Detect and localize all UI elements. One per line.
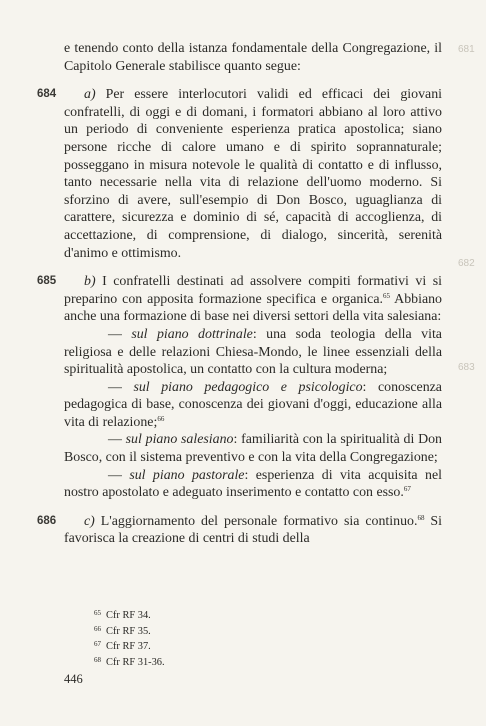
footnote-text: Cfr RF 31-36.: [106, 657, 165, 669]
item-letter: c): [84, 513, 95, 529]
list-item: — sul piano dottrinale: una soda teologia della vita religiosa e delle relazioni Chiesa-Mondo, le linee essenziali della spiritualità apostolica, un contatto con la cultura moderna;: [64, 326, 442, 378]
list-item-text: : familiarità con la spiritualità di Don Bosco, con il sistema preventivo e con la vita della Congregazione;: [64, 432, 442, 466]
bleed-through-number: 683: [458, 362, 475, 373]
footnote-text: Cfr RF 34.: [106, 610, 151, 621]
footnotes: [94, 607, 165, 670]
footnote-mark: 65: [94, 609, 101, 617]
paragraph-number: 685: [37, 275, 57, 288]
page-number: 446: [64, 672, 83, 686]
paragraph-684: [37, 86, 442, 262]
list-item-label: sul piano dottrinale: [131, 326, 253, 342]
footnote-text: Cfr RF 37.: [106, 641, 151, 653]
footnote-text: Cfr RF 35.: [106, 625, 151, 637]
footnote: [94, 654, 165, 670]
list-item: — sul piano salesiano: familiarità con la spiritualità di Don Bosco, con il sistema preventivo e con la vita della Congregazione;: [64, 432, 442, 466]
paragraph-686: [37, 513, 442, 548]
item-letter: a): [84, 87, 96, 103]
list-item-text: : una soda teologia della vita religiosa e delle relazioni Chiesa-Mondo, le linee essenziali della spiritualità apostolica, un contatto con la cultura moderna;: [64, 326, 442, 378]
paragraph-text: Per essere interlocutori validi ed efficaci dei giovani confratelli, di oggi e di domani, i formatori abbiano al loro attivo un periodo di conveniente esperienza pratica apostolica; siano persone ricche di calore umano e di spirito soprannaturale; posseggano in misura notevole le qualità di contatto e di influsso, tanto necessarie nella vita di relazione dell'uomo moderno. Si sforzino di avere, sull'esempio di Don Bosco, uguaglianza di carattere, sicurezza e dominio di sé, capacità di accoglienza, di accettazione, di comprensione, di dialogo, sincerità, serenità d'animo e ottimismo.: [64, 87, 442, 261]
list-item-label: sul piano salesiano: [125, 432, 234, 448]
footnote-mark: 66: [94, 624, 101, 633]
footnote: [94, 607, 165, 623]
list-item-label: sul piano pedagogico e psicologico: [133, 379, 363, 395]
item-letter: b): [84, 274, 96, 290]
footnote-ref: 65: [383, 291, 390, 300]
list-item-text: : esperienza di vita acquisita nel nostro apostolato e adeguato inserimento e contatto con esso.: [64, 467, 442, 501]
footnote-mark: 67: [94, 640, 101, 649]
paragraph-685: [37, 273, 443, 326]
paragraph-text: L'aggiornamento del personale formativo sia continuo.: [94, 513, 418, 529]
list-item: — sul piano pedagogico e psicologico: conoscenza pedagogica di base, conoscenza dei giovani d'oggi, educazione alla vita di relazione;$^{66}$: [64, 379, 442, 430]
footnote-ref: 66: [157, 414, 165, 423]
bleed-through-number: 682: [458, 258, 475, 269]
bleed-through-number: 681: [458, 44, 475, 55]
footnote: [94, 638, 165, 654]
paragraph-text: I confratelli destinati ad assolvere compiti formativi vi si preparino con apposita formazione specifica e organica.: [64, 274, 442, 307]
footnote: [94, 623, 165, 639]
paragraph-text: Abbiano anche una formazione di base nei diversi settori della vita salesiana:: [64, 291, 443, 325]
paragraph-number: 686: [37, 514, 57, 527]
paragraph-number: 684: [37, 88, 57, 101]
footnote-ref: 68: [417, 513, 425, 522]
list-item: — sul piano pastorale: esperienza di vita acquisita nel nostro apostolato e adeguato inserimento e contatto con esso.$^{67}$: [64, 467, 442, 501]
footnote-mark: 68: [94, 656, 101, 665]
body-text: [37, 40, 443, 548]
paragraph-text: Si favorisca la creazione di centri di studi della: [64, 513, 442, 547]
intro-paragraph: e tenendo conto della istanza fondamentale della Congregazione, il Capitolo Generale stabilisce quanto segue:: [64, 41, 442, 74]
footnote-ref: 67: [403, 485, 411, 494]
list-item-text: : conoscenza pedagogica di base, conoscenza dei giovani d'oggi, educazione alla vita di relazione;: [64, 379, 442, 430]
list-item-label: sul piano pastorale: [129, 467, 245, 483]
